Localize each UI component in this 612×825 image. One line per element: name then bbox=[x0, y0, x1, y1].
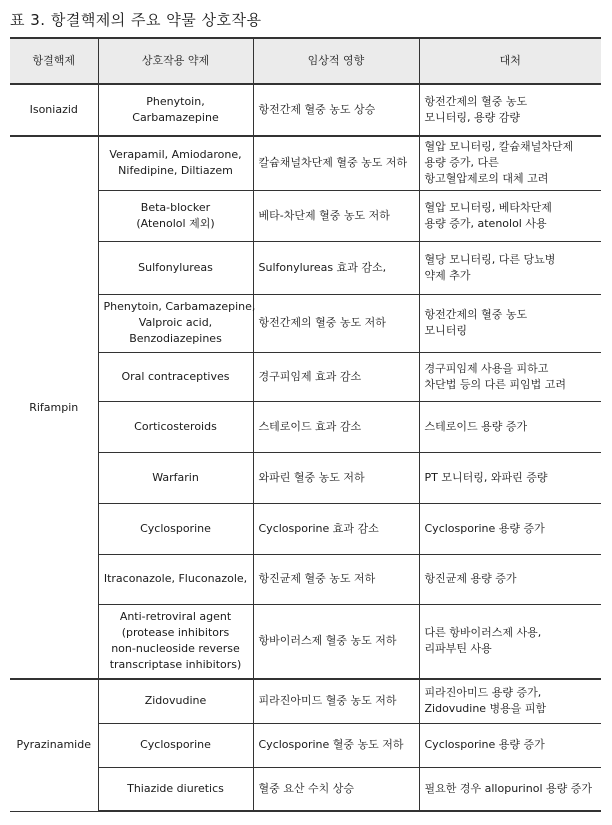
interacting-drug-cell-line: Phenytoin, Carbamazepine, bbox=[103, 300, 256, 313]
management-cell-line: 혈압 모니터링, 베타차단제 bbox=[424, 200, 552, 214]
management-cell-line: 다른 항바이러스제 사용, bbox=[424, 626, 542, 640]
table-row bbox=[10, 679, 601, 723]
table-row bbox=[10, 723, 601, 767]
interacting-drug-cell-line: Nifedipine, Diltiazem bbox=[118, 164, 233, 178]
header-interacting-drug: 상호작용 약제 bbox=[98, 38, 253, 84]
interacting-drug-cell bbox=[98, 136, 253, 190]
interacting-drug-cell bbox=[98, 604, 253, 679]
table-body bbox=[10, 84, 601, 811]
table-row bbox=[10, 294, 601, 352]
interacting-drug-cell bbox=[98, 401, 253, 452]
table-row bbox=[10, 401, 601, 452]
interacting-drug-cell-line: Thiazide diuretics bbox=[127, 781, 224, 795]
management-cell-line: 항전간제의 혈중 농도 bbox=[424, 95, 528, 108]
interacting-drug-cell-line: transcriptase inhibitors) bbox=[109, 658, 242, 672]
interacting-drug-cell bbox=[98, 554, 253, 604]
management-cell-line: 약제 추가 bbox=[424, 268, 471, 282]
table-row bbox=[10, 503, 601, 554]
management-cell bbox=[419, 84, 601, 136]
tb-drug-name: Pyrazinamide bbox=[10, 679, 98, 811]
clinical-effect-cell-line: 항전간제 혈중 농도 상승 bbox=[258, 103, 376, 116]
clinical-effect-cell-line: 항전간제의 혈중 농도 저하 bbox=[258, 316, 386, 329]
table-row bbox=[10, 241, 601, 294]
management-cell-line: 용량 증가, 다른 bbox=[424, 156, 499, 170]
management-cell-line: 항진균제 용량 증가 bbox=[424, 572, 517, 585]
management-cell bbox=[419, 136, 601, 190]
management-cell-line: 모니터링, 용량 감량 bbox=[424, 111, 520, 124]
table-row bbox=[10, 554, 601, 604]
interacting-drug-cell bbox=[98, 503, 253, 554]
clinical-effect-cell bbox=[253, 190, 419, 241]
table-row bbox=[10, 190, 601, 241]
interacting-drug-cell bbox=[98, 723, 253, 767]
management-cell-line: Cyclosporine 용량 증가 bbox=[424, 738, 545, 751]
interacting-drug-cell-line: (protease inhibitors bbox=[121, 626, 230, 640]
clinical-effect-cell bbox=[253, 503, 419, 554]
clinical-effect-cell-line: 항바이러스제 혈중 농도 저하 bbox=[258, 634, 397, 648]
management-cell-line: 피라진아미드 용량 증가, bbox=[424, 686, 542, 700]
management-cell bbox=[419, 679, 601, 723]
management-cell bbox=[419, 241, 601, 294]
drug-interaction-table bbox=[10, 37, 601, 812]
management-cell bbox=[419, 352, 601, 401]
management-cell-line: 항전간제의 혈중 농도 bbox=[424, 308, 528, 321]
clinical-effect-cell-line: Cyclosporine 혈중 농도 저하 bbox=[258, 738, 404, 751]
interacting-drug-cell-line: Benzodiazepines bbox=[129, 332, 222, 345]
clinical-effect-cell bbox=[253, 352, 419, 401]
management-cell-line: 모니터링 bbox=[424, 324, 468, 337]
table-row bbox=[10, 352, 601, 401]
management-cell-line: 차단법 등의 다른 피임법 고려 bbox=[424, 377, 566, 391]
management-cell bbox=[419, 723, 601, 767]
interacting-drug-cell bbox=[98, 352, 253, 401]
management-cell bbox=[419, 294, 601, 352]
management-cell-line: 혈압 모니터링, 칼슘채널차단제 bbox=[424, 140, 574, 154]
clinical-effect-cell-line: 칼슘채널차단제 혈중 농도 저하 bbox=[258, 156, 408, 170]
clinical-effect-cell bbox=[253, 679, 419, 723]
clinical-effect-cell-line: Cyclosporine 효과 감소 bbox=[258, 521, 379, 535]
table-row bbox=[10, 767, 601, 811]
clinical-effect-cell bbox=[253, 241, 419, 294]
interacting-drug-cell-line: Phenytoin, bbox=[146, 95, 205, 108]
management-cell-line: 리파부틴 사용 bbox=[424, 642, 492, 656]
interacting-drug-cell-line: Verapamil, Amiodarone, bbox=[109, 148, 242, 162]
table-row bbox=[10, 452, 601, 503]
interacting-drug-cell-line: non-nucleoside reverse bbox=[111, 642, 240, 656]
header-tb-drug: 항결핵제 bbox=[10, 38, 98, 84]
table-caption: 표 3. 항결핵제의 주요 약물 상호작용 bbox=[10, 11, 262, 29]
clinical-effect-cell-line: 스테로이드 효과 감소 bbox=[258, 419, 362, 433]
clinical-effect-cell bbox=[253, 767, 419, 811]
clinical-effect-cell-line: Sulfonylureas 효과 감소, bbox=[258, 260, 387, 274]
management-cell-line: PT 모니터링, 와파린 증량 bbox=[424, 470, 548, 484]
interacting-drug-cell bbox=[98, 767, 253, 811]
table-row bbox=[10, 604, 601, 679]
interacting-drug-cell-line: Cyclosporine bbox=[140, 521, 211, 535]
management-cell bbox=[419, 767, 601, 811]
table-row bbox=[10, 84, 601, 136]
interacting-drug-cell-line: Carbamazepine bbox=[132, 111, 219, 124]
clinical-effect-cell bbox=[253, 401, 419, 452]
header-clinical-effect: 임상적 영향 bbox=[253, 38, 419, 84]
management-cell-line: Zidovudine 병용을 피함 bbox=[424, 702, 547, 716]
clinical-effect-cell-line: 와파린 혈중 농도 저하 bbox=[258, 470, 365, 484]
interacting-drug-cell bbox=[98, 679, 253, 723]
interacting-drug-cell-line: Itraconazole, Fluconazole, bbox=[103, 572, 248, 585]
interacting-drug-cell bbox=[98, 190, 253, 241]
management-cell-line: 용량 증가, atenolol 사용 bbox=[424, 216, 547, 230]
management-cell bbox=[419, 401, 601, 452]
interacting-drug-cell-line: Beta-blocker bbox=[140, 200, 211, 214]
interacting-drug-cell-line: Zidovudine bbox=[144, 694, 207, 708]
interacting-drug-cell bbox=[98, 84, 253, 136]
management-cell bbox=[419, 554, 601, 604]
interacting-drug-cell-line: Cyclosporine bbox=[140, 738, 211, 751]
clinical-effect-cell bbox=[253, 294, 419, 352]
interacting-drug-cell-line: (Atenolol 제외) bbox=[136, 216, 215, 230]
interacting-drug-cell-line: Corticosteroids bbox=[134, 419, 217, 433]
interacting-drug-cell bbox=[98, 241, 253, 294]
tb-drug-name: Isoniazid bbox=[10, 84, 98, 136]
interacting-drug-cell-line: Warfarin bbox=[152, 470, 199, 484]
interacting-drug-cell-line: Valproic acid, bbox=[138, 316, 213, 329]
management-cell-line: 혈당 모니터링, 다른 당뇨병 bbox=[424, 252, 556, 266]
management-cell bbox=[419, 452, 601, 503]
clinical-effect-cell-line: 베타-차단제 혈중 농도 저하 bbox=[258, 208, 390, 222]
clinical-effect-cell-line: 피라진아미드 혈중 농도 저하 bbox=[258, 694, 397, 708]
management-cell bbox=[419, 604, 601, 679]
clinical-effect-cell-line: 경구피임제 효과 감소 bbox=[258, 369, 362, 383]
interacting-drug-cell-line: Anti-retroviral agent bbox=[119, 610, 232, 624]
tb-drug-name: Rifampin bbox=[10, 136, 98, 679]
interacting-drug-cell bbox=[98, 452, 253, 503]
clinical-effect-cell bbox=[253, 604, 419, 679]
management-cell-line: 필요한 경우 allopurinol 용량 증가 bbox=[424, 781, 592, 795]
management-cell-line: 스테로이드 용량 증가 bbox=[424, 419, 528, 433]
header-management: 대처 bbox=[419, 38, 601, 84]
interacting-drug-cell-line: Oral contraceptives bbox=[121, 369, 230, 383]
interacting-drug-cell-line: Sulfonylureas bbox=[138, 260, 213, 274]
clinical-effect-cell bbox=[253, 554, 419, 604]
clinical-effect-cell bbox=[253, 136, 419, 190]
clinical-effect-cell bbox=[253, 452, 419, 503]
interacting-drug-cell bbox=[98, 294, 256, 352]
management-cell-line: Cyclosporine 용량 증가 bbox=[424, 521, 545, 535]
management-cell-line: 항고혈압제로의 대체 고려 bbox=[424, 172, 549, 186]
clinical-effect-cell bbox=[253, 723, 419, 767]
clinical-effect-cell-line: 항진균제 혈중 농도 저하 bbox=[258, 572, 376, 585]
clinical-effect-cell-line: 혈중 요산 수치 상승 bbox=[258, 781, 354, 795]
clinical-effect-cell bbox=[253, 84, 419, 136]
management-cell bbox=[419, 190, 601, 241]
table-header-row bbox=[10, 38, 601, 84]
management-cell-line: 경구피임제 사용을 피하고 bbox=[424, 361, 549, 375]
management-cell bbox=[419, 503, 601, 554]
table-row bbox=[10, 136, 601, 190]
